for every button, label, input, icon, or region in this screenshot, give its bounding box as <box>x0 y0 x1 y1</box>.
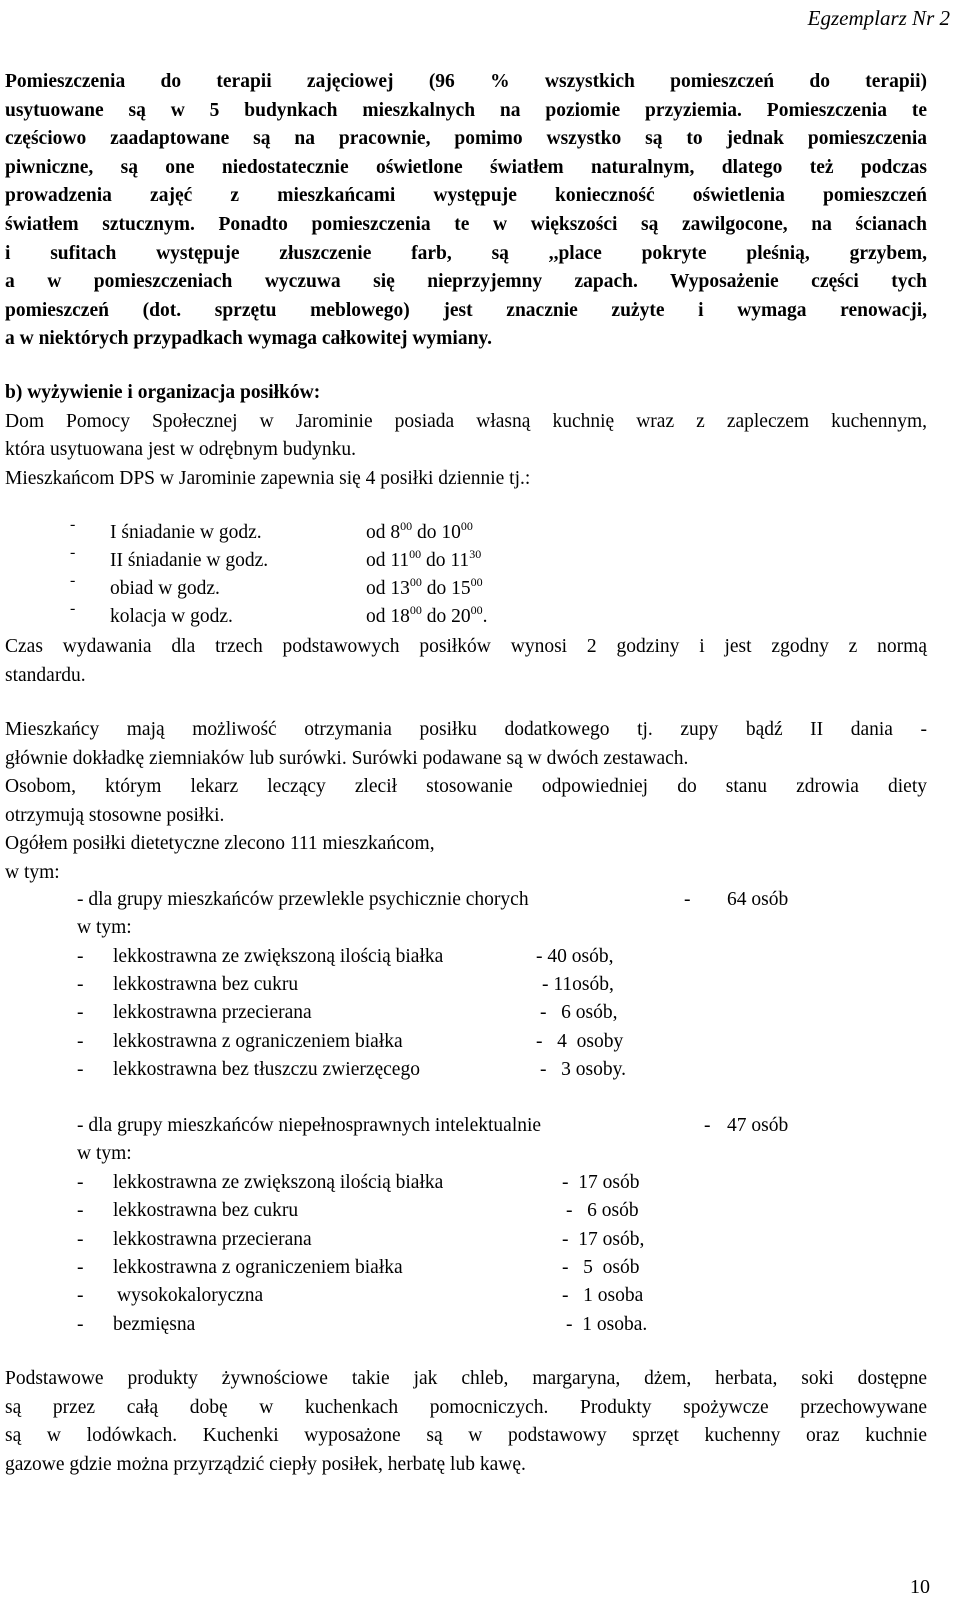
paragraph-line: Ogółem posiłki dietetyczne zlecono 111 mieszkańcom, <box>5 833 435 855</box>
paragraph-line: piwniczne, są one niedostatecznie oświetlone światłem naturalnym, dlatego też podczas <box>5 156 927 178</box>
page-number: 10 <box>910 1576 930 1598</box>
diet-count: - 40 osób, <box>536 946 614 967</box>
list-dash: - <box>70 544 76 561</box>
group-total-dash: - <box>684 889 691 910</box>
group-title: - dla grupy mieszkańców przewlekle psychicznie chorych <box>77 889 529 910</box>
list-dash: - <box>70 600 76 617</box>
meal-name: obiad w godz. <box>110 578 220 599</box>
diet-name: lekkostrawna bez tłuszczu zwierzęcego <box>113 1059 420 1080</box>
diet-count: - 3 osoby. <box>540 1059 626 1080</box>
meal-hours: od $13^{00}$ do $15^{00}$ <box>366 575 483 599</box>
list-dash: - <box>70 572 76 589</box>
paragraph-line: otrzymują stosowne posiłki. <box>5 804 225 826</box>
diet-name: lekkostrawna ze zwiększoną ilością białka <box>113 946 444 967</box>
paragraph-line: a w pomieszczeniach wyczuwa się nieprzyjemny zapach. Wyposażenie części tych <box>5 271 927 293</box>
diet-dash: - <box>77 1229 84 1250</box>
diet-name: lekkostrawna z ograniczeniem białka <box>113 1257 403 1278</box>
nutrition-section <box>5 379 927 493</box>
section-heading: b) wyżywienie i organizacja posiłków: <box>5 382 321 403</box>
additional-meals-paragraph <box>5 716 927 888</box>
diet-count: - 11osób, <box>542 974 614 995</box>
paragraph-line: a w niektórych przypadkach wymaga całkowitej wymiany. <box>5 328 492 350</box>
paragraph-line: światłem sztucznym. Ponadto pomieszczenia te w większości są zawilgocone, na ścianach <box>5 213 927 235</box>
diet-dash: - <box>77 1031 84 1052</box>
diet-dash: - <box>77 1059 84 1080</box>
diet-name: lekkostrawna przecierana <box>113 1229 312 1250</box>
diet-name: lekkostrawna z ograniczeniem białka <box>113 1031 403 1052</box>
diet-count: - 4 osoby <box>536 1031 624 1052</box>
diet-dash: - <box>77 974 84 995</box>
group-subtitle: w tym: <box>77 917 132 938</box>
diet-dash: - <box>77 1285 84 1306</box>
meal-row <box>70 516 670 547</box>
group-total: 47 osób <box>727 1115 789 1136</box>
paragraph-line: standardu. <box>5 664 86 686</box>
meal-row <box>70 600 670 631</box>
paragraph-line: głównie dokładkę ziemniaków lub surówki. Surówki podawane są w dwóch zestawach. <box>5 747 689 769</box>
diet-count: - 17 osób <box>562 1172 640 1193</box>
diet-dash: - <box>77 1200 84 1221</box>
meal-hours: od $8^{00}$ do $10^{00}$ <box>366 519 473 543</box>
paragraph-line: są przez całą dobę w kuchenkach pomocniczych. Produkty spożywcze przechowywane <box>5 1396 927 1418</box>
paragraph-line: Dom Pomocy Społecznej w Jarominie posiada własną kuchnię wraz z zapleczem kuchennym, <box>5 410 927 432</box>
meal-row <box>70 544 670 575</box>
diet-name: lekkostrawna ze zwiększoną ilością białka <box>113 1172 444 1193</box>
list-dash: - <box>70 516 76 533</box>
paragraph-line: w tym: <box>5 861 60 883</box>
paragraph-line: i sufitach występuje złuszczenie farb, są ,,place pokryte pleśnią, grzybem, <box>5 242 927 264</box>
paragraph-line: Osobom, którym lekarz leczący zlecił stosowanie odpowiedniej do stanu zdrowia diety <box>5 776 927 798</box>
paragraph-line: są w lodówkach. Kuchenki wyposażone są w podstawowy sprzęt kuchenny oraz kuchnie <box>5 1425 927 1447</box>
meal-name: I śniadanie w godz. <box>110 522 262 543</box>
diet-count: - 6 osób <box>566 1200 639 1221</box>
group-title: - dla grupy mieszkańców niepełnosprawnych intelektualnie <box>77 1115 542 1136</box>
meal-name: II śniadanie w godz. <box>110 550 269 571</box>
diet-count: - 1 osoba <box>562 1285 644 1306</box>
group-total: 64 osób <box>727 889 789 910</box>
paragraph-line: gazowe gdzie można przyrządzić ciepły posiłek, herbatę lub kawę. <box>5 1453 526 1475</box>
meal-row <box>70 572 670 603</box>
paragraph-line: prowadzenia zajęć z mieszkańcami występuje konieczność oświetlenia pomieszczeń <box>5 185 927 207</box>
meal-hours: od $18^{00}$ do $20^{00}$. <box>366 603 488 627</box>
serving-time-paragraph <box>5 633 927 690</box>
diet-dash: - <box>77 1002 84 1023</box>
document-copy-label: Egzemplarz Nr 2 <box>807 6 950 30</box>
paragraph-line: Pomieszczenia do terapii zajęciowej (96 % wszystkich pomieszczeń do terapii) <box>5 71 927 92</box>
meal-hours: od $11^{00}$ do $11^{30}$ <box>366 547 482 571</box>
basic-products-paragraph <box>5 1365 927 1479</box>
group-subtitle: w tym: <box>77 1143 132 1164</box>
diet-name: bezmięsna <box>113 1314 196 1335</box>
diet-count: - 1 osoba. <box>566 1314 648 1335</box>
diet-name: lekkostrawna przecierana <box>113 1002 312 1023</box>
paragraph-line: Mieszkańcom DPS w Jarominie zapewnia się 4 posiłki dziennie tj.: <box>5 467 531 489</box>
diet-name: wysokokaloryczna <box>117 1285 264 1306</box>
meal-name: kolacja w godz. <box>110 606 233 627</box>
diet-count: - 5 osób <box>562 1257 640 1278</box>
paragraph-line: Mieszkańcy mają możliwość otrzymania posiłku dodatkowego tj. zupy bądź II dania - <box>5 719 927 740</box>
diet-name: lekkostrawna bez cukru <box>113 1200 299 1221</box>
paragraph-line: częściowo zaadaptowane są na pracownie, pomimo wszystko są to jednak pomieszczenia <box>5 128 927 150</box>
diet-count: - 6 osób, <box>540 1002 618 1023</box>
diet-count: - 17 osób, <box>562 1229 645 1250</box>
paragraph-line: pomieszczeń (dot. sprzętu meblowego) jest znacznie zużyte i wymaga renowacji, <box>5 299 927 321</box>
diet-dash: - <box>77 1172 84 1193</box>
paragraph-line: usytuowane są w 5 budynkach mieszkalnych na poziomie przyziemia. Pomieszczenia te <box>5 99 927 121</box>
therapy-rooms-paragraph <box>5 68 927 354</box>
diet-dash: - <box>77 1314 84 1335</box>
paragraph-line: Czas wydawania dla trzech podstawowych posiłków wynosi 2 godziny i jest zgodny z normą <box>5 636 927 657</box>
group-total-dash: - <box>704 1115 711 1136</box>
diet-dash: - <box>77 1257 84 1278</box>
diet-dash: - <box>77 946 84 967</box>
paragraph-line: Podstawowe produkty żywnościowe takie jak chleb, margaryna, dżem, herbata, soki dostępne <box>5 1368 927 1389</box>
diet-name: lekkostrawna bez cukru <box>113 974 299 995</box>
paragraph-line: która usytuowana jest w odrębnym budynku. <box>5 439 356 461</box>
